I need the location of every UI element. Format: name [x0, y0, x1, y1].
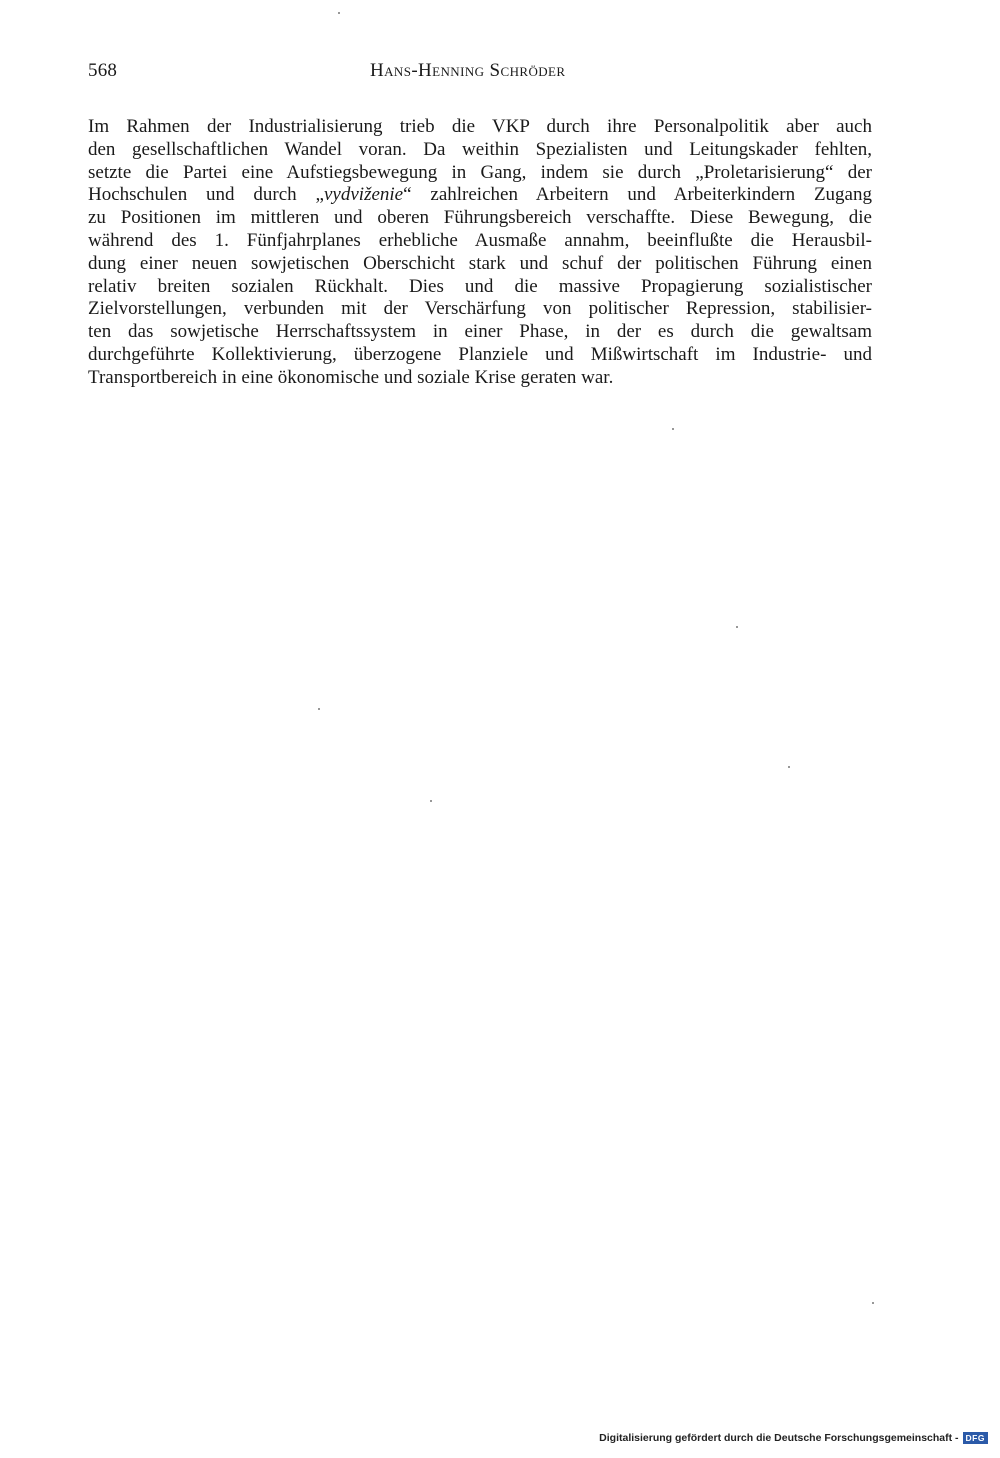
running-head: Hans-Henning Schröder — [370, 60, 566, 81]
page-number: 568 — [88, 60, 118, 81]
text-span: “ zahlreichen Arbeitern und Arbeiterkindern Zugang — [403, 184, 872, 206]
digitization-footer — [599, 1432, 988, 1444]
dfg-logo: DFG — [963, 1432, 988, 1444]
text-line — [88, 207, 872, 230]
text-line — [88, 116, 872, 139]
text-span: Hochschulen und durch „ — [88, 184, 324, 206]
text-line — [88, 253, 872, 276]
scan-speck — [872, 1302, 874, 1304]
text-span: dung einer neuen sowjetischen Oberschicht stark und schuf der politischen Führung einen — [88, 252, 872, 274]
text-span: zu Positionen im mittleren und oberen Führungsbereich verschaffte. Diese Bewegung, die — [88, 207, 872, 229]
text-span: setzte die Partei eine Aufstiegsbewegung in Gang, indem sie durch „Proletarisierung“ der — [88, 161, 872, 183]
scan-speck — [788, 766, 790, 768]
footer-text: Digitalisierung gefördert durch die Deutsche Forschungsgemeinschaft - — [599, 1432, 959, 1444]
text-line — [88, 367, 872, 390]
italic-term: vydviženie — [323, 184, 404, 206]
text-line — [88, 184, 872, 207]
text-line — [88, 162, 872, 185]
scan-speck — [318, 708, 320, 710]
text-span: durchgeführte Kollektivierung, überzogene Planziele und Mißwirtschaft im Industrie- und — [88, 343, 872, 365]
scan-speck — [672, 428, 674, 430]
scan-speck — [736, 626, 738, 628]
text-span: Transportbereich in eine ökonomische und soziale Krise geraten war. — [88, 366, 614, 388]
text-span: Im Rahmen der Industrialisierung trieb die VKP durch ihre Personalpolitik aber auch — [88, 116, 872, 137]
body-paragraph — [88, 116, 872, 390]
scan-speck — [338, 12, 340, 14]
text-span: während des 1. Fünfjahrplanes erhebliche Ausmaße annahm, beeinflußte die Herausbil- — [88, 229, 872, 251]
text-line — [88, 276, 872, 299]
text-span: Zielvorstellungen, verbunden mit der Verschärfung von politischer Repression, stabilisier- — [88, 298, 872, 320]
text-line — [88, 321, 872, 344]
scan-speck — [430, 800, 432, 802]
text-line — [88, 230, 872, 253]
text-line — [88, 344, 872, 367]
text-line — [88, 139, 872, 162]
text-span: ten das sowjetische Herrschaftssystem in einer Phase, in der es durch die gewaltsam — [88, 321, 872, 343]
text-line — [88, 298, 872, 321]
text-span: den gesellschaftlichen Wandel voran. Da weithin Spezialisten und Leitungskader fehlten, — [88, 138, 872, 160]
text-span: relativ breiten sozialen Rückhalt. Dies und die massive Propagierung sozialistischer — [88, 275, 872, 297]
